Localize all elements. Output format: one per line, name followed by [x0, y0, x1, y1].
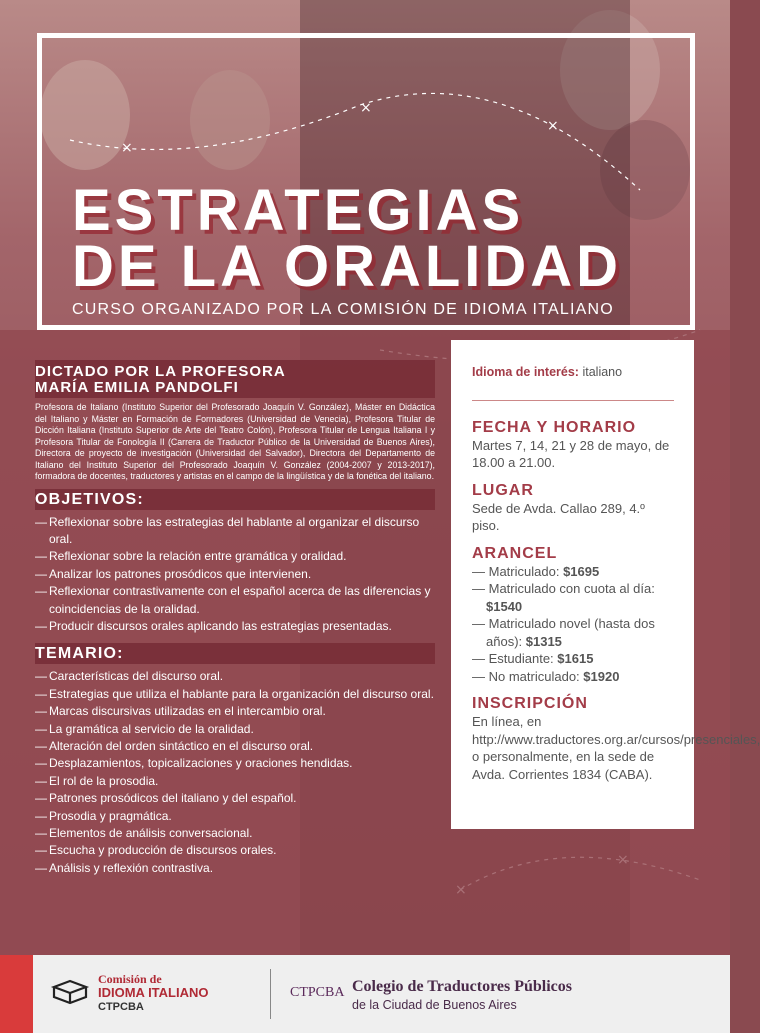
arancel-heading: ARANCEL: [472, 544, 558, 562]
objetivos-heading: OBJETIVOS:: [35, 489, 435, 510]
idioma-line: Idioma de interés: italiano: [472, 365, 623, 379]
lugar-heading: LUGAR: [472, 481, 534, 499]
list-item: — Marcas discursivas utilizadas en el intercambio oral.: [35, 704, 326, 719]
lugar-text: Sede de Avda. Callao 289, 4.º piso.: [472, 500, 645, 533]
list-item: — Prosodia y pragmática.: [35, 808, 172, 823]
comision-logo-icon: [50, 977, 92, 1007]
footer-accent-bar: [0, 955, 33, 1033]
list-item: — Características del discurso oral.: [35, 669, 224, 684]
teacher-bio: Profesora de Italiano (Instituto Superior del Profesorado Joaquín V. González), Máster en Didáctica del Italiano y Máster en Formación de Formadores (Universidad de Venecia), Profesora Titular de Dicción Italiana (Instituto Superior de Arte del Teatro Colón), Profesora Titular de Lengua Italiana I y Profesora Titular de Fonología II (Carrera de Traductor Público de la Universidad de Buenos Aires), Directora de proyecto de investigación (Universidad del Salvador), Directora del Departamento de Italiano del Instituto Superior del Profesorado Joaquín V. González (2004-2007 y 2013-2017), formadora de docentes, traductores y artistas en el campo de la lingüística y de la fonética del italiano.: [35, 402, 435, 481]
svg-text:×: ×: [547, 118, 559, 134]
list-item: — Análisis y reflexión contrastiva.: [35, 860, 214, 875]
list-item: — Producir discursos orales aplicando las estrategias presentadas.: [35, 618, 392, 633]
subtitle: CURSO ORGANIZADO POR LA COMISIÓN DE IDIOMA ITALIANO: [72, 301, 614, 318]
svg-text:×: ×: [360, 100, 372, 116]
temario-heading: TEMARIO:: [35, 643, 435, 664]
list-item: — Estrategias que utiliza el hablante para la organización del discurso oral.: [35, 686, 434, 701]
svg-text:×: ×: [121, 140, 133, 156]
footer-divider: [270, 969, 271, 1019]
inscripcion-text: En línea, en http://www.traductores.org.ar/cursos/presenciales, o personalmente, en la sede de Avda. Corrientes 1834 (CABA).: [472, 714, 760, 782]
divider: [472, 400, 674, 401]
left-column: [35, 360, 435, 885]
colegio-name: Colegio de Traductores Públicos: [352, 978, 572, 995]
list-item: — Reflexionar sobre las estrategias del hablante al organizar el discurso oral.: [35, 514, 420, 546]
comision-text: Comisión de IDIOMA ITALIANO CTPCBA: [98, 972, 209, 1013]
list-item: — Reflexionar sobre la relación entre gramática y oralidad.: [35, 549, 347, 564]
price-item: — Estudiante: $1615: [472, 651, 594, 666]
price-item: — Matriculado novel (hasta dos años): $1315: [472, 616, 655, 649]
footer: [0, 955, 730, 1033]
price-item: — No matriculado: $1920: [472, 668, 620, 684]
price-item: — Matriculado con cuota al día: $1540: [472, 581, 655, 614]
inscripcion-link[interactable]: http://www.traductores.org.ar/cursos/presenciales: [472, 731, 757, 747]
teacher-heading: DICTADO POR LA PROFESORA MARÍA EMILIA PANDOLFI: [35, 360, 435, 398]
colegio-subname: de la Ciudad de Buenos Aires: [352, 998, 517, 1012]
list-item: — Patrones prosódicos del italiano y del español.: [35, 791, 297, 806]
inscripcion-heading: INSCRIPCIÓN: [472, 695, 588, 712]
fecha-heading: FECHA Y HORARIO: [472, 418, 637, 436]
list-item: — Alteración del orden sintáctico en el discurso oral.: [35, 738, 314, 753]
list-item: — El rol de la prosodia.: [35, 773, 159, 788]
page-title: ESTRATEGIAS DE LA ORALIDAD: [72, 178, 623, 299]
ctpcba-logo-icon: CTPCBA: [290, 985, 345, 1000]
list-item: — Reflexionar contrastivamente con el español acerca de las diferencias y coincidencias de la oralidad.: [35, 584, 431, 616]
price-item: — Matriculado: $1695: [472, 563, 600, 579]
list-item: — Desplazamientos, topicalizaciones y oraciones hendidas.: [35, 756, 353, 771]
objetivos-list: [35, 514, 435, 636]
list-item: — Analizar los patrones prosódicos que intervienen.: [35, 566, 312, 581]
list-item: — La gramática al servicio de la oralidad.: [35, 721, 254, 736]
info-panel: [451, 340, 760, 829]
list-item: — Escucha y producción de discursos orales.: [35, 843, 277, 858]
fecha-text: Martes 7, 14, 21 y 28 de mayo, de 18.00 a 21.00.: [472, 437, 670, 470]
temario-list: [35, 668, 435, 877]
list-item: — Elementos de análisis conversacional.: [35, 826, 253, 840]
